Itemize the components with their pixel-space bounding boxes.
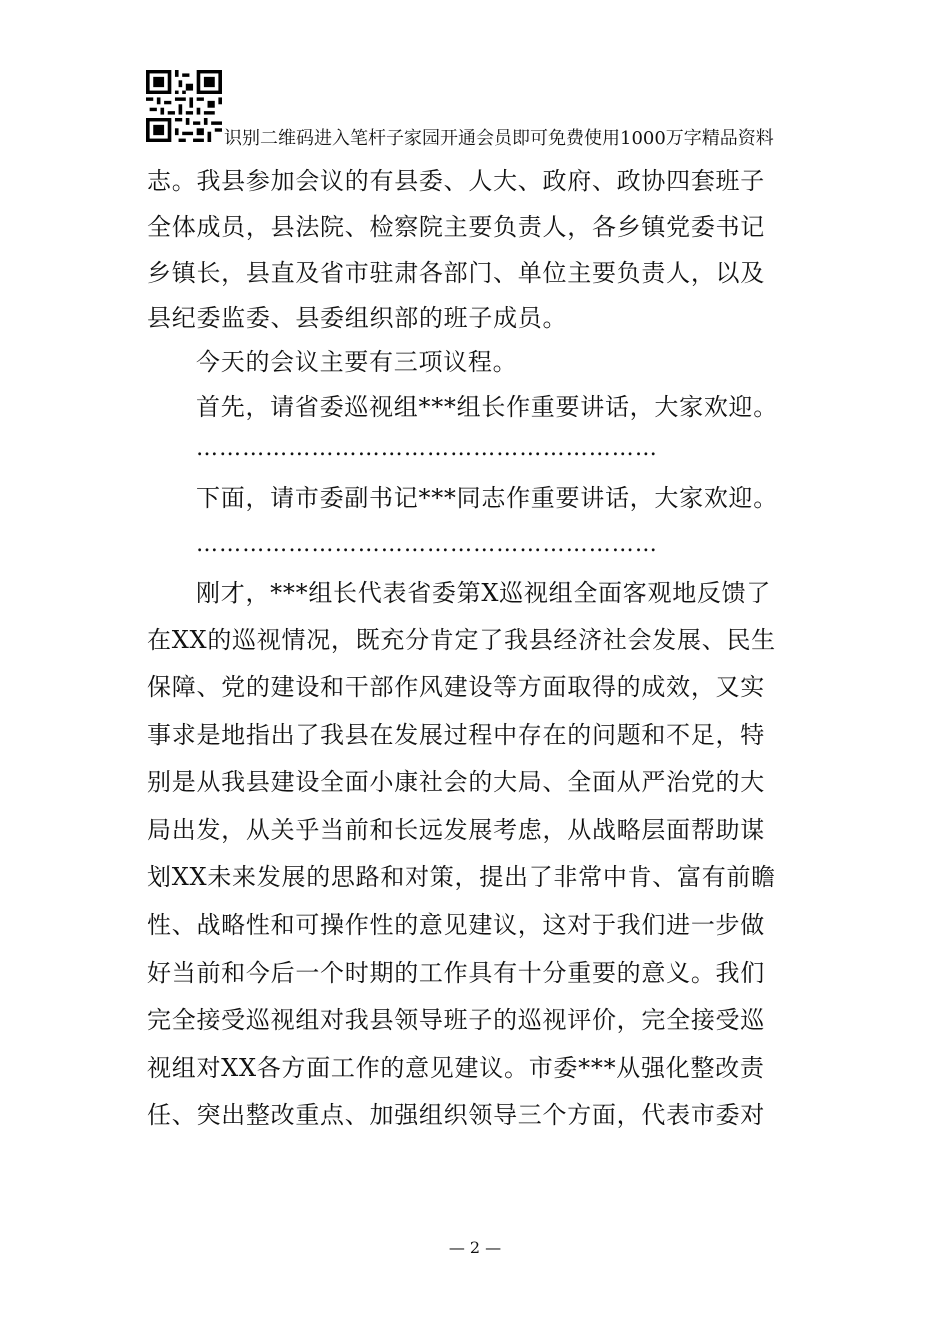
- qr-banner-text: 识别二维码进入笔杆子家园开通会员即可免费使用1000万字精品资料: [224, 128, 774, 149]
- body-line: 事求是地指出了我县在发展过程中存在的问题和不足，特: [147, 721, 765, 749]
- body-line: 划XX未来发展的思路和对策，提出了非常中肯、富有前瞻: [147, 863, 776, 891]
- agenda-first: 首先，请省委巡视组***组长作重要讲话，大家欢迎。: [196, 393, 778, 421]
- body-line: 志。我县参加会议的有县委、人大、政府、政协四套班子: [147, 167, 765, 195]
- agenda-next: 下面，请市委副书记***同志作重要讲话，大家欢迎。: [196, 484, 778, 512]
- body-line: 局出发，从关乎当前和长远发展考虑，从战略层面帮助谋: [147, 816, 765, 844]
- page-number: — 2 —: [448, 1238, 502, 1257]
- body-line: 全体成员，县法院、检察院主要负责人，各乡镇党委书记: [147, 213, 765, 241]
- body-line: 视组对XX各方面工作的意见建议。市委***从强化整改责: [147, 1054, 765, 1082]
- body-line: 保障、党的建设和干部作风建设等方面取得的成效，又实: [147, 673, 765, 701]
- agenda-intro: 今天的会议主要有三项议程。: [196, 348, 518, 376]
- body-line: 县纪委监委、县委组织部的班子成员。: [147, 304, 568, 332]
- qr-code-icon: [146, 70, 222, 142]
- body-line: 性、战略性和可操作性的意见建议，这对于我们进一步做: [147, 911, 765, 939]
- body-line: 在XX的巡视情况，既充分肯定了我县经济社会发展、民生: [147, 626, 776, 654]
- body-line: 完全接受巡视组对我县领导班子的巡视评价，完全接受巡: [147, 1006, 765, 1034]
- body-line: 好当前和今后一个时期的工作具有十分重要的意义。我们: [147, 959, 765, 987]
- ellipsis-line: ……………………………………………………: [196, 532, 658, 557]
- ellipsis-line: ……………………………………………………: [196, 436, 658, 461]
- body-line: 任、突出整改重点、加强组织领导三个方面，代表市委对: [147, 1101, 765, 1129]
- body-line: 刚才，***组长代表省委第X巡视组全面客观地反馈了: [196, 579, 772, 607]
- body-line: 乡镇长，县直及省市驻肃各部门、单位主要负责人，以及: [147, 259, 765, 287]
- body-line: 别是从我县建设全面小康社会的大局、全面从严治党的大: [147, 768, 765, 796]
